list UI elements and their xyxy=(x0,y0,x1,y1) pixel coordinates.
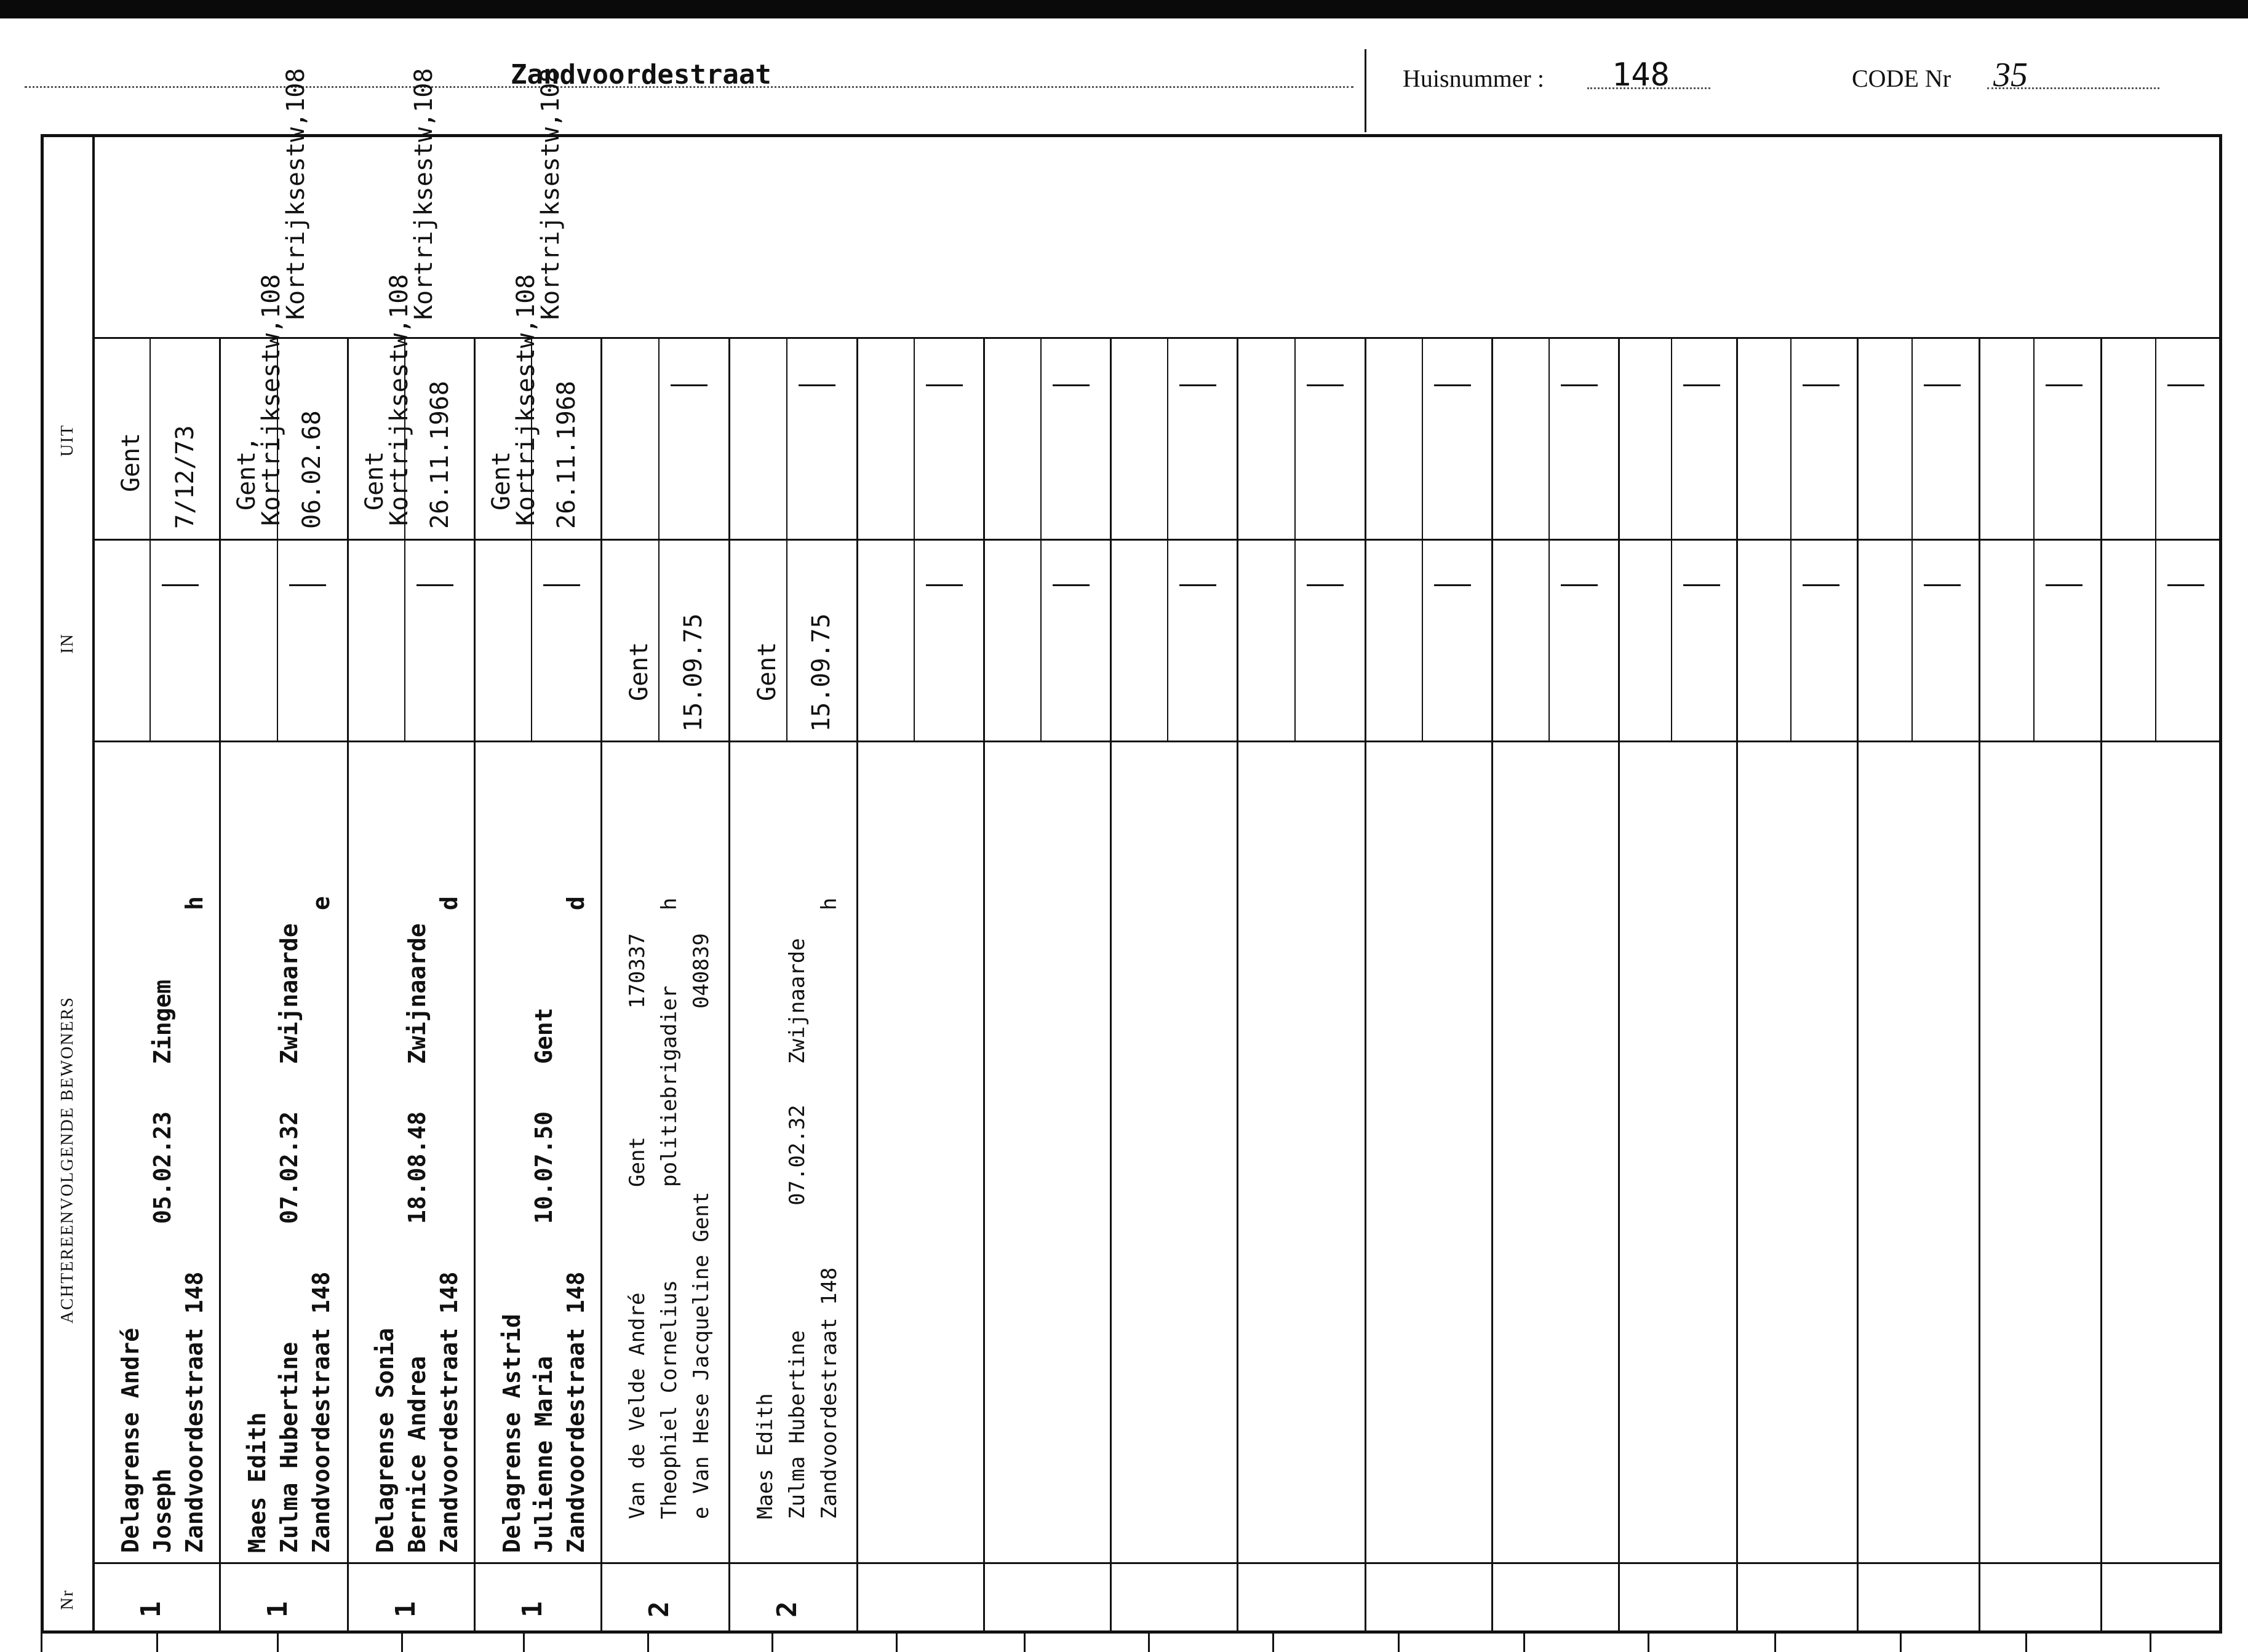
entry-divider xyxy=(2100,337,2102,1634)
resident-nr: 1 xyxy=(517,1601,548,1618)
resident-mark: h xyxy=(817,897,842,910)
empty-dash xyxy=(926,584,963,586)
bottom-tick xyxy=(1523,1634,1525,1652)
sub-divider xyxy=(2155,539,2156,741)
sub-divider xyxy=(531,539,532,741)
sub-divider xyxy=(658,539,660,741)
resident-mark: d xyxy=(562,896,589,910)
sub-divider xyxy=(1911,539,1913,741)
resident-birth-date: 05.02.23 xyxy=(149,1111,176,1224)
resident-occupation: politiebrigadier xyxy=(657,985,682,1187)
in-place: Gent xyxy=(625,641,653,701)
sub-divider xyxy=(1422,539,1423,741)
top-border xyxy=(0,0,2248,18)
residents-top-line xyxy=(92,741,2222,742)
sub-divider xyxy=(1040,539,1042,741)
resident-address: Zandvoordestraat 148 xyxy=(436,1271,463,1553)
sub-divider xyxy=(786,539,787,741)
empty-dash xyxy=(2046,384,2083,386)
resident-address: Zandvoordestraat 148 xyxy=(562,1271,589,1553)
resident-birth-date: 07.02.32 xyxy=(785,1105,810,1205)
house-number-value: 148 xyxy=(1612,57,1670,93)
empty-dash xyxy=(543,584,580,586)
resident-nr: 1 xyxy=(390,1601,421,1618)
entry-divider xyxy=(728,337,730,1634)
nr-top-line xyxy=(92,1562,2222,1564)
empty-dash xyxy=(799,384,835,386)
empty-dash xyxy=(1924,584,1961,586)
resident-address: Zandvoordestraat 148 xyxy=(181,1271,208,1553)
bottom-tick xyxy=(401,1634,403,1652)
resident-given-names: Joseph xyxy=(149,1468,176,1553)
entry-divider xyxy=(474,337,476,1634)
bottom-tick xyxy=(1148,1634,1150,1652)
resident-spouse: e Van Hese Jacqueline Gent xyxy=(689,1191,714,1519)
uit-place: Gent xyxy=(117,432,145,492)
uit-destination: Kortrijksestw,108 xyxy=(536,68,565,320)
empty-dash xyxy=(1561,584,1598,586)
bottom-tick xyxy=(1024,1634,1026,1652)
sub-divider xyxy=(786,337,787,539)
bottom-tick xyxy=(1398,1634,1400,1652)
resident-given-names: Zulma Hubertine xyxy=(276,1341,303,1553)
resident-birth-place: Gent xyxy=(625,1137,650,1187)
empty-dash xyxy=(1683,384,1720,386)
empty-dash xyxy=(926,384,963,386)
sub-divider xyxy=(1671,539,1672,741)
empty-dash xyxy=(1434,384,1471,386)
empty-dash xyxy=(1307,384,1344,386)
sub-divider xyxy=(149,539,151,741)
label-residents: ACHTEREENVOLGENDE BEWONERS xyxy=(58,996,77,1324)
sub-divider xyxy=(1294,539,1296,741)
resident-birth-place: Zwijnaarde xyxy=(276,923,303,1064)
resident-birth-place: Gent xyxy=(530,1007,557,1064)
entry-divider xyxy=(983,337,985,1634)
resident-birth-place: Zingem xyxy=(149,979,176,1064)
label-column-line xyxy=(92,134,95,1634)
sub-divider xyxy=(2155,337,2156,539)
sub-divider xyxy=(914,539,915,741)
entry-divider xyxy=(600,337,602,1634)
resident-given-names: Theophiel Cornelius xyxy=(657,1280,682,1519)
uit-date: 06.02.68 xyxy=(298,410,326,529)
sub-divider xyxy=(149,337,151,539)
header-divider xyxy=(1365,49,1366,132)
sub-divider xyxy=(1422,337,1423,539)
bottom-tick xyxy=(1648,1634,1649,1652)
sub-divider xyxy=(277,539,278,741)
in-place: Gent xyxy=(753,641,781,701)
uit-place: Gent xyxy=(361,451,389,510)
resident-given-names: Julienne Maria xyxy=(530,1356,557,1553)
bottom-tick xyxy=(771,1634,773,1652)
entry-divider xyxy=(1618,337,1620,1634)
resident-mark: h xyxy=(657,897,682,910)
empty-dash xyxy=(1924,384,1961,386)
resident-name: Van de Velde André xyxy=(625,1292,650,1519)
sub-divider xyxy=(1671,337,1672,539)
empty-dash xyxy=(1179,384,1216,386)
entry-divider xyxy=(1237,337,1238,1634)
uit-place: Gent, xyxy=(233,436,261,510)
sub-divider xyxy=(1911,337,1913,539)
house-number-label: Huisnummer : xyxy=(1403,65,1544,92)
uit-destination: Kortrijksestw,108 xyxy=(282,68,310,320)
sub-divider xyxy=(1548,539,1550,741)
entry-divider xyxy=(1736,337,1738,1634)
entry-divider xyxy=(219,337,221,1634)
sub-divider xyxy=(1548,337,1550,539)
entry-divider xyxy=(856,337,858,1634)
uit-street: Kortrijksestw,108 xyxy=(512,274,540,526)
sub-divider xyxy=(1790,337,1792,539)
resident-birth-date: 07.02.32 xyxy=(276,1111,303,1224)
sub-divider xyxy=(1040,337,1042,539)
entry-divider xyxy=(1857,337,1859,1634)
label-nr: Nr xyxy=(58,1589,77,1610)
resident-nr: 2 xyxy=(771,1601,803,1618)
code-label: CODE Nr xyxy=(1852,65,1951,92)
sub-divider xyxy=(658,337,660,539)
sub-divider xyxy=(2033,337,2035,539)
code-value: 35 xyxy=(1993,56,2028,94)
label-uit: UIT xyxy=(58,424,77,457)
sub-divider xyxy=(1167,337,1168,539)
uit-date: 26.11.1968 xyxy=(552,381,581,529)
resident-nr: 2 xyxy=(644,1601,675,1618)
resident-mark: e xyxy=(308,896,335,910)
bottom-tick xyxy=(41,1634,42,1652)
bottom-tick xyxy=(1272,1634,1274,1652)
entry-divider xyxy=(1979,337,1980,1634)
spouse-birth-date: 040839 xyxy=(689,933,714,1009)
resident-name: Maes Edith xyxy=(244,1412,271,1553)
empty-dash xyxy=(2167,384,2204,386)
empty-dash xyxy=(2167,584,2204,586)
bottom-tick xyxy=(277,1634,279,1652)
empty-dash xyxy=(1803,584,1839,586)
street-name: Zandvoordestraat xyxy=(511,59,771,90)
resident-birth-place: Zwijnaarde xyxy=(785,938,810,1064)
bottom-tick xyxy=(2150,1634,2151,1652)
bottom-tick xyxy=(1774,1634,1776,1652)
entry-divider xyxy=(1491,337,1493,1634)
resident-address: Zandvoordestraat 148 xyxy=(817,1267,842,1519)
uit-date: 26.11.1968 xyxy=(426,381,454,529)
sub-divider xyxy=(2033,539,2035,741)
in-date: 15.09.75 xyxy=(679,613,707,732)
register-table xyxy=(41,134,2222,1634)
sub-divider xyxy=(914,337,915,539)
empty-dash xyxy=(289,584,326,586)
uit-street: Kortrijksestw,108 xyxy=(385,274,413,526)
sub-divider xyxy=(1790,539,1792,741)
in-date: 15.09.75 xyxy=(807,613,835,732)
empty-dash xyxy=(162,584,199,586)
resident-birth-date: 18.08.48 xyxy=(404,1111,431,1224)
entry-divider xyxy=(347,337,349,1634)
in-top-line xyxy=(92,539,2222,541)
empty-dash xyxy=(1803,384,1839,386)
entry-divider xyxy=(1365,337,1366,1634)
entry-divider xyxy=(1110,337,1112,1634)
bottom-tick xyxy=(156,1634,158,1652)
resident-birth-date: 10.07.50 xyxy=(530,1111,557,1224)
empty-dash xyxy=(1434,584,1471,586)
empty-dash xyxy=(1307,584,1344,586)
empty-dash xyxy=(1561,384,1598,386)
uit-place: Gent xyxy=(487,451,516,510)
sub-divider xyxy=(404,539,405,741)
label-in: IN xyxy=(58,633,77,654)
resident-name: Delagrense André xyxy=(117,1327,144,1553)
resident-nr: 1 xyxy=(135,1601,167,1618)
resident-name: Delagrense Astrid xyxy=(498,1314,525,1553)
uit-street: Kortrijksestw,108 xyxy=(257,274,285,526)
resident-mark: h xyxy=(181,896,208,910)
bottom-tick xyxy=(2025,1634,2027,1652)
resident-name: Maes Edith xyxy=(753,1393,778,1519)
empty-dash xyxy=(1053,384,1090,386)
resident-mark: d xyxy=(436,896,463,910)
sub-divider xyxy=(1167,539,1168,741)
sub-divider xyxy=(1294,337,1296,539)
uit-date: 7/12/73 xyxy=(171,425,199,529)
empty-dash xyxy=(417,584,453,586)
uit-destination: Kortrijksestw,108 xyxy=(410,68,438,320)
bottom-tick xyxy=(647,1634,649,1652)
resident-nr: 1 xyxy=(262,1601,293,1618)
empty-dash xyxy=(671,384,707,386)
bottom-tick xyxy=(896,1634,898,1652)
resident-name: Delagrense Sonia xyxy=(372,1327,399,1553)
empty-dash xyxy=(1179,584,1216,586)
empty-dash xyxy=(2046,584,2083,586)
resident-birth-place: Zwijnaarde xyxy=(404,923,431,1064)
resident-birth-date: 170337 xyxy=(625,933,650,1009)
empty-dash xyxy=(1053,584,1090,586)
empty-dash xyxy=(1683,584,1720,586)
resident-given-names: Zulma Hubertine xyxy=(785,1330,810,1519)
bottom-tick xyxy=(1900,1634,1902,1652)
resident-address: Zandvoordestraat 148 xyxy=(308,1271,335,1553)
bottom-tick xyxy=(523,1634,525,1652)
resident-given-names: Bernice Andrea xyxy=(404,1356,431,1553)
